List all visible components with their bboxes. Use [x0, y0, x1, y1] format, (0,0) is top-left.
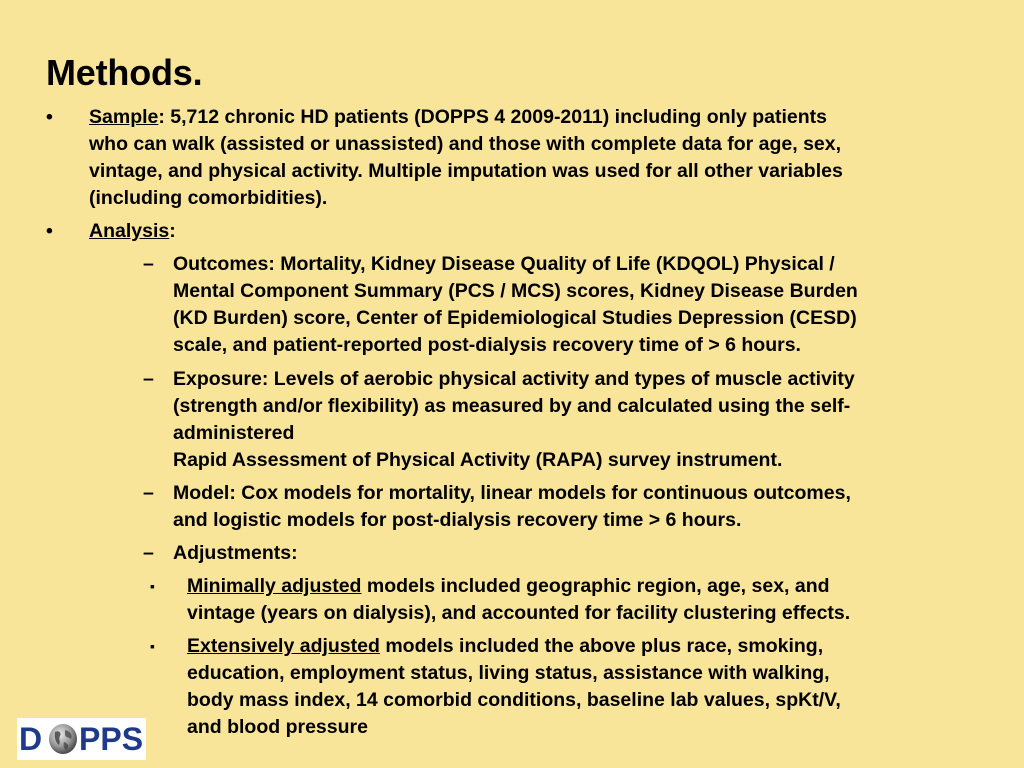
sample-label: Sample	[89, 106, 159, 128]
sample-line-1	[89, 104, 989, 131]
outcomes-line-1: Outcomes: Mortality, Kidney Disease Quality of Life (KDQOL) Physical /	[173, 253, 835, 275]
exposure-line-2: (strength and/or flexibility) as measured by and calculated using the self-	[173, 395, 851, 417]
sample-item	[89, 104, 989, 212]
bullet-marker: •	[46, 220, 53, 242]
bullet-marker: •	[46, 106, 53, 128]
extensively-adjusted-item	[187, 633, 987, 741]
exposure-line-4: Rapid Assessment of Physical Activity (RAPA) survey instrument.	[173, 449, 783, 471]
dash-marker: –	[143, 542, 154, 564]
dash-marker: –	[143, 368, 154, 390]
square-marker: ▪	[150, 638, 155, 654]
model-line-2: and logistic models for post-dialysis recovery time > 6 hours.	[173, 509, 742, 531]
extensively-line-1	[187, 633, 987, 660]
outcomes-line-3: (KD Burden) score, Center of Epidemiological Studies Depression (CESD)	[173, 307, 857, 329]
logo-text-d: D	[19, 721, 43, 757]
square-marker: ▪	[150, 578, 155, 594]
analysis-item	[89, 218, 989, 245]
sample-colon: :	[158, 106, 165, 128]
globe-icon	[47, 722, 79, 756]
extensively-line-2: education, employment status, living status, assistance with walking,	[187, 662, 830, 684]
adjustments-heading: Adjustments:	[173, 542, 298, 564]
extensively-line-4: and blood pressure	[187, 716, 368, 738]
sample-line-4: (including comorbidities).	[89, 187, 328, 209]
sample-text: 5,712 chronic HD patients (DOPPS 4 2009-2011) including only patients	[164, 106, 827, 128]
exposure-line-3: administered	[173, 422, 295, 444]
dash-marker: –	[143, 253, 154, 275]
minimally-line-2: vintage (years on dialysis), and accounted for facility clustering effects.	[187, 602, 851, 624]
extensively-text: models included the above plus race, smoking,	[379, 635, 824, 657]
slide-title: Methods.	[46, 52, 203, 93]
sample-line-3: vintage, and physical activity. Multiple imputation was used for all other variables	[89, 160, 843, 182]
dopps-logo	[17, 718, 146, 760]
model-item	[173, 480, 993, 534]
outcomes-line-4: scale, and patient-reported post-dialysis recovery time of > 6 hours.	[173, 334, 801, 356]
minimally-adjusted-item	[187, 573, 987, 627]
analysis-colon: :	[169, 220, 176, 242]
exposure-line-1: Exposure: Levels of aerobic physical activity and types of muscle activity	[173, 368, 855, 390]
outcomes-item	[173, 251, 993, 359]
extensively-adjusted-label: Extensively adjusted	[187, 635, 380, 657]
minimally-line-1	[187, 573, 987, 600]
outcomes-line-2: Mental Component Summary (PCS / MCS) scores, Kidney Disease Burden	[173, 280, 858, 302]
analysis-label: Analysis	[89, 220, 170, 242]
minimally-text: models included geographic region, age, sex, and	[361, 575, 830, 597]
exposure-item	[173, 366, 993, 474]
model-line-1: Model: Cox models for mortality, linear models for continuous outcomes,	[173, 482, 851, 504]
dash-marker: –	[143, 482, 154, 504]
logo-text-pps: PPS	[79, 721, 144, 757]
adjustments-item	[173, 540, 993, 567]
extensively-line-3: body mass index, 14 comorbid conditions, baseline lab values, spKt/V,	[187, 689, 841, 711]
minimally-adjusted-label: Minimally adjusted	[187, 575, 362, 597]
sample-line-2: who can walk (assisted or unassisted) and those with complete data for age, sex,	[89, 133, 842, 155]
